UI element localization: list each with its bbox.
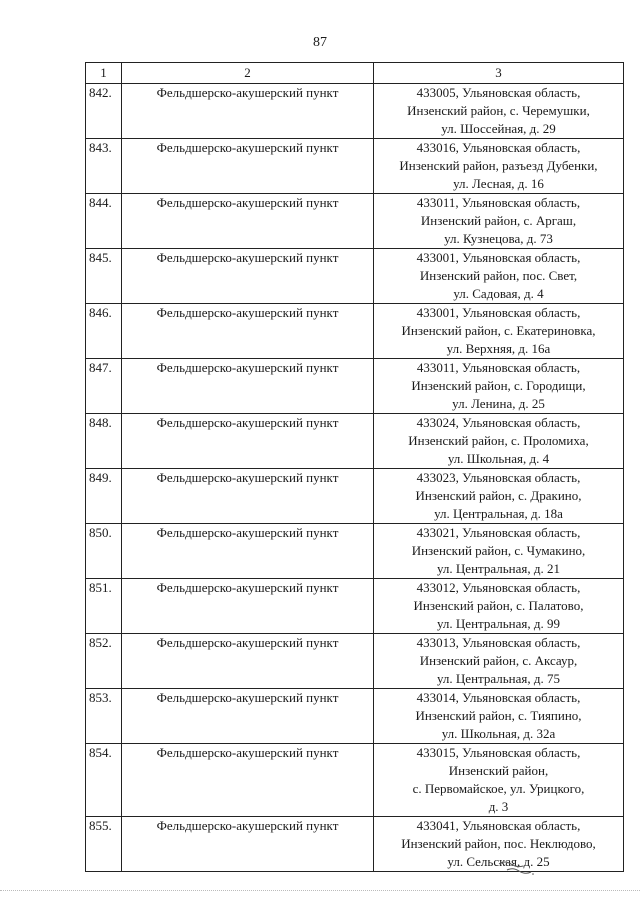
facility-name: Фельдшерско-акушерский пункт bbox=[122, 579, 374, 634]
facility-address bbox=[374, 634, 624, 689]
row-number: 852. bbox=[86, 634, 122, 689]
row-number: 847. bbox=[86, 359, 122, 414]
table-row bbox=[86, 469, 624, 524]
row-number: 851. bbox=[86, 579, 122, 634]
table-row bbox=[86, 817, 624, 872]
table-row bbox=[86, 304, 624, 359]
facility-name: Фельдшерско-акушерский пункт bbox=[122, 524, 374, 579]
facility-address bbox=[374, 524, 624, 579]
address-line: 433016, Ульяновская область, bbox=[416, 140, 581, 155]
table-row bbox=[86, 524, 624, 579]
address-line: 433011, Ульяновская область, bbox=[416, 360, 581, 375]
facility-name: Фельдшерско-акушерский пункт bbox=[122, 414, 374, 469]
scan-edge-noise bbox=[0, 890, 640, 892]
address-line: 433014, Ульяновская область, bbox=[416, 690, 581, 705]
row-number: 849. bbox=[86, 469, 122, 524]
address-line: ул. Центральная, д. 99 bbox=[437, 616, 560, 631]
row-number: 855. bbox=[86, 817, 122, 872]
address-line: 433005, Ульяновская область, bbox=[416, 85, 581, 100]
address-line: Инзенский район, с. Черемушки, bbox=[407, 103, 590, 118]
address-line: 433011, Ульяновская область, bbox=[416, 195, 581, 210]
facility-name: Фельдшерско-акушерский пункт bbox=[122, 84, 374, 139]
facility-address bbox=[374, 744, 624, 817]
facility-address bbox=[374, 469, 624, 524]
address-line: Инзенский район, с. Городищи, bbox=[411, 378, 586, 393]
facility-name: Фельдшерско-акушерский пункт bbox=[122, 634, 374, 689]
address-line: ул. Верхняя, д. 16а bbox=[446, 341, 551, 356]
facility-address bbox=[374, 139, 624, 194]
facility-name: Фельдшерско-акушерский пункт bbox=[122, 194, 374, 249]
address-line: ул. Кузнецова, д. 73 bbox=[444, 231, 553, 246]
address-line: Инзенский район, с. Палатово, bbox=[413, 598, 584, 613]
page-number: 87 bbox=[313, 35, 327, 50]
address-line: Инзенский район, пос. Неклюдово, bbox=[401, 836, 596, 851]
table-row bbox=[86, 414, 624, 469]
facility-address bbox=[374, 689, 624, 744]
row-number: 844. bbox=[86, 194, 122, 249]
address-line: 433041, Ульяновская область, bbox=[416, 818, 581, 833]
address-line: 433001, Ульяновская область, bbox=[416, 305, 581, 320]
address-line: Инзенский район, разъезд Дубенки, bbox=[399, 158, 598, 173]
facility-name: Фельдшерско-акушерский пункт bbox=[122, 249, 374, 304]
address-line: с. Первомайское, ул. Урицкого, bbox=[412, 781, 585, 796]
table-row bbox=[86, 689, 624, 744]
address-line: Инзенский район, с. Аргаш, bbox=[420, 213, 577, 228]
facility-name: Фельдшерско-акушерский пункт bbox=[122, 359, 374, 414]
address-line: ул. Центральная, д. 75 bbox=[437, 671, 560, 686]
column-header-1: 1 bbox=[86, 63, 122, 84]
registry-table bbox=[85, 62, 624, 872]
row-number: 843. bbox=[86, 139, 122, 194]
address-line: 433013, Ульяновская область, bbox=[416, 635, 581, 650]
row-number: 853. bbox=[86, 689, 122, 744]
facility-name: Фельдшерско-акушерский пункт bbox=[122, 744, 374, 817]
address-line: Инзенский район, с. Чумакино, bbox=[411, 543, 586, 558]
facility-name: Фельдшерско-акушерский пункт bbox=[122, 304, 374, 359]
row-number: 854. bbox=[86, 744, 122, 817]
column-header-2: 2 bbox=[122, 63, 374, 84]
address-line: 433015, Ульяновская область, bbox=[416, 745, 581, 760]
table-row bbox=[86, 84, 624, 139]
address-line: ул. Ленина, д. 25 bbox=[452, 396, 545, 411]
address-line: Инзенский район, bbox=[448, 763, 549, 778]
address-line: Инзенский район, с. Дракино, bbox=[415, 488, 582, 503]
facility-address bbox=[374, 249, 624, 304]
registry-table-body bbox=[86, 63, 624, 872]
table-row bbox=[86, 359, 624, 414]
address-line: 433001, Ульяновская область, bbox=[416, 250, 581, 265]
address-line: 433021, Ульяновская область, bbox=[416, 525, 581, 540]
row-number: 842. bbox=[86, 84, 122, 139]
address-line: ул. Школьная, д. 32а bbox=[441, 726, 556, 741]
row-number: 845. bbox=[86, 249, 122, 304]
row-number: 846. bbox=[86, 304, 122, 359]
facility-name: Фельдшерско-акушерский пункт bbox=[122, 689, 374, 744]
facility-address bbox=[374, 359, 624, 414]
table-row bbox=[86, 634, 624, 689]
address-line: Инзенский район, с. Екатериновка, bbox=[401, 323, 596, 338]
address-line: 433024, Ульяновская область, bbox=[416, 415, 581, 430]
table-row bbox=[86, 744, 624, 817]
table-header-row bbox=[86, 63, 624, 84]
table-row bbox=[86, 579, 624, 634]
row-number: 848. bbox=[86, 414, 122, 469]
address-line: ул. Центральная, д. 21 bbox=[437, 561, 560, 576]
address-line: ул. Школьная, д. 4 bbox=[447, 451, 550, 466]
address-line: Инзенский район, с. Аксаур, bbox=[419, 653, 578, 668]
address-line: ул. Шоссейная, д. 29 bbox=[441, 121, 556, 136]
address-line: ул. Лесная, д. 16 bbox=[453, 176, 544, 191]
address-line: Инзенский район, пос. Свет, bbox=[419, 268, 578, 283]
address-line: 433012, Ульяновская область, bbox=[416, 580, 581, 595]
facility-address bbox=[374, 414, 624, 469]
table-row bbox=[86, 194, 624, 249]
table-row bbox=[86, 139, 624, 194]
address-line: д. 3 bbox=[488, 799, 509, 814]
address-line: ул. Центральная, д. 18а bbox=[434, 506, 563, 521]
facility-name: Фельдшерско-акушерский пункт bbox=[122, 817, 374, 872]
address-line: ул. Сельская, д. 25 bbox=[447, 854, 550, 869]
facility-name: Фельдшерско-акушерский пункт bbox=[122, 469, 374, 524]
handwritten-mark bbox=[497, 858, 537, 878]
facility-address bbox=[374, 304, 624, 359]
facility-name: Фельдшерско-акушерский пункт bbox=[122, 139, 374, 194]
table-row bbox=[86, 249, 624, 304]
facility-address bbox=[374, 194, 624, 249]
address-line: Инзенский район, с. Проломиха, bbox=[408, 433, 589, 448]
facility-address bbox=[374, 84, 624, 139]
address-line: Инзенский район, с. Тияпино, bbox=[415, 708, 582, 723]
address-line: ул. Садовая, д. 4 bbox=[453, 286, 544, 301]
address-line: 433023, Ульяновская область, bbox=[416, 470, 581, 485]
facility-address bbox=[374, 579, 624, 634]
column-header-3: 3 bbox=[374, 63, 624, 84]
row-number: 850. bbox=[86, 524, 122, 579]
